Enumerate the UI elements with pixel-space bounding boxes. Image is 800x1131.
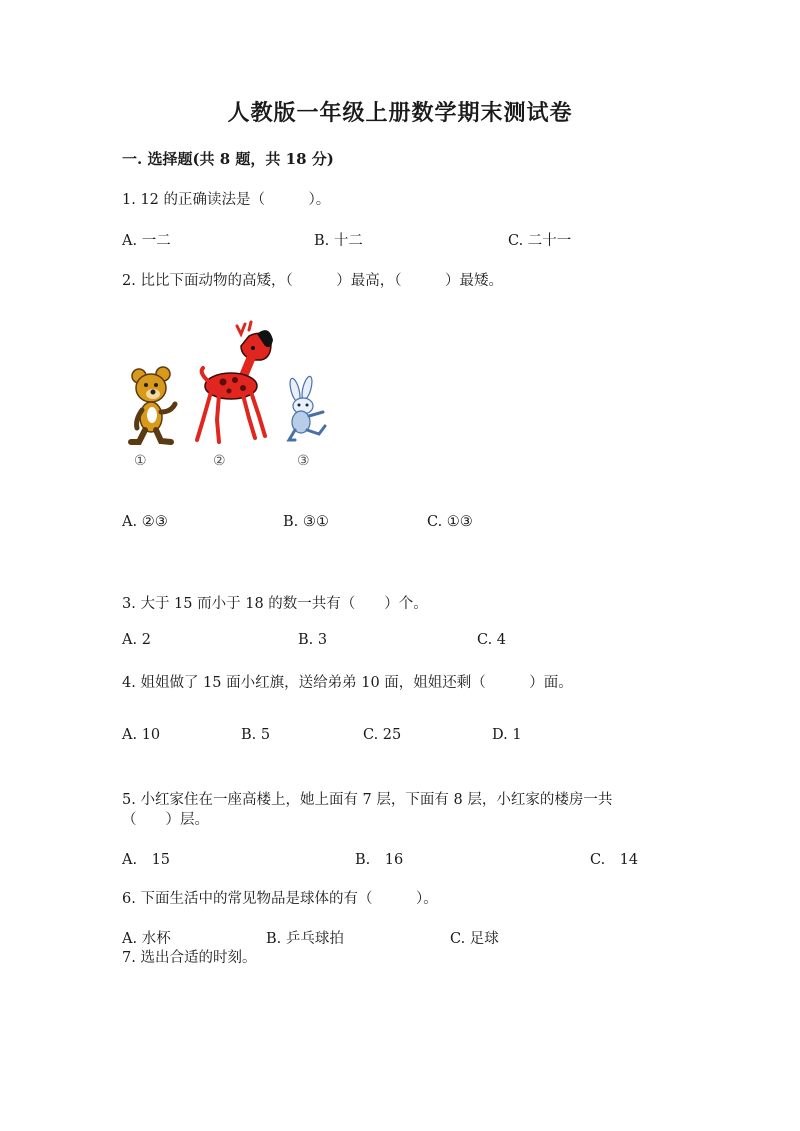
- question-2-stem: 2. 比比下面动物的高矮，（ ）最高，（ ）最矮。: [122, 273, 503, 289]
- deer-illustration: [197, 322, 273, 442]
- q4-option-a: A. 10: [122, 727, 161, 743]
- q3-option-a: A. 2: [122, 632, 151, 648]
- q4-option-c: C. 25: [363, 727, 402, 743]
- figure-label-3: ③: [297, 453, 310, 469]
- figure-label-1: ①: [134, 453, 147, 469]
- question-1-stem: 1. 12 的正确读法是（ ）。: [122, 192, 331, 208]
- page-title: 人教版一年级上册数学期末测试卷: [227, 100, 573, 126]
- question-7-stem: 7. 选出合适的时刻。: [122, 950, 257, 966]
- q2-option-c: C. ①③: [427, 514, 473, 530]
- question-6-stem: 6. 下面生活中的常见物品是球体的有（ ）。: [122, 891, 438, 907]
- bear-illustration: [131, 367, 175, 442]
- animals-figure: [125, 320, 340, 450]
- question-5-stem-line-1: 5. 小红家住在一座高楼上，她上面有 7 层，下面有 8 层，小红家的楼房一共: [122, 792, 613, 808]
- q4-option-b: B. 5: [241, 727, 271, 743]
- q5-option-b: B. 16: [355, 852, 404, 868]
- q3-option-c: C. 4: [477, 632, 507, 648]
- q2-option-b: B. ③①: [283, 514, 329, 530]
- question-3-stem: 3. 大于 15 而小于 18 的数一共有（ ）个。: [122, 596, 428, 612]
- figure-label-2: ②: [213, 453, 226, 469]
- q3-option-b: B. 3: [298, 632, 328, 648]
- q1-option-a: A. 一二: [122, 233, 171, 249]
- q5-option-a: A. 15: [122, 852, 171, 868]
- section-heading: 一. 选择题(共 8 题，共 18 分): [122, 150, 334, 168]
- q5-option-c: C. 14: [590, 852, 639, 868]
- q6-option-b: B. 乒乓球拍: [266, 931, 344, 947]
- q2-option-a: A. ②③: [122, 514, 168, 530]
- question-4-stem: 4. 姐姐做了 15 面小红旗，送给弟弟 10 面，姐姐还剩（ ）面。: [122, 675, 573, 691]
- q6-option-c: C. 足球: [450, 931, 499, 947]
- q1-option-b: B. 十二: [314, 233, 363, 249]
- q6-option-a: A. 水杯: [122, 931, 171, 947]
- q4-option-d: D. 1: [492, 727, 522, 743]
- rabbit-illustration: [288, 375, 325, 440]
- question-5-stem-line-2: （ ）层。: [122, 812, 209, 828]
- q1-option-c: C. 二十一: [508, 233, 572, 249]
